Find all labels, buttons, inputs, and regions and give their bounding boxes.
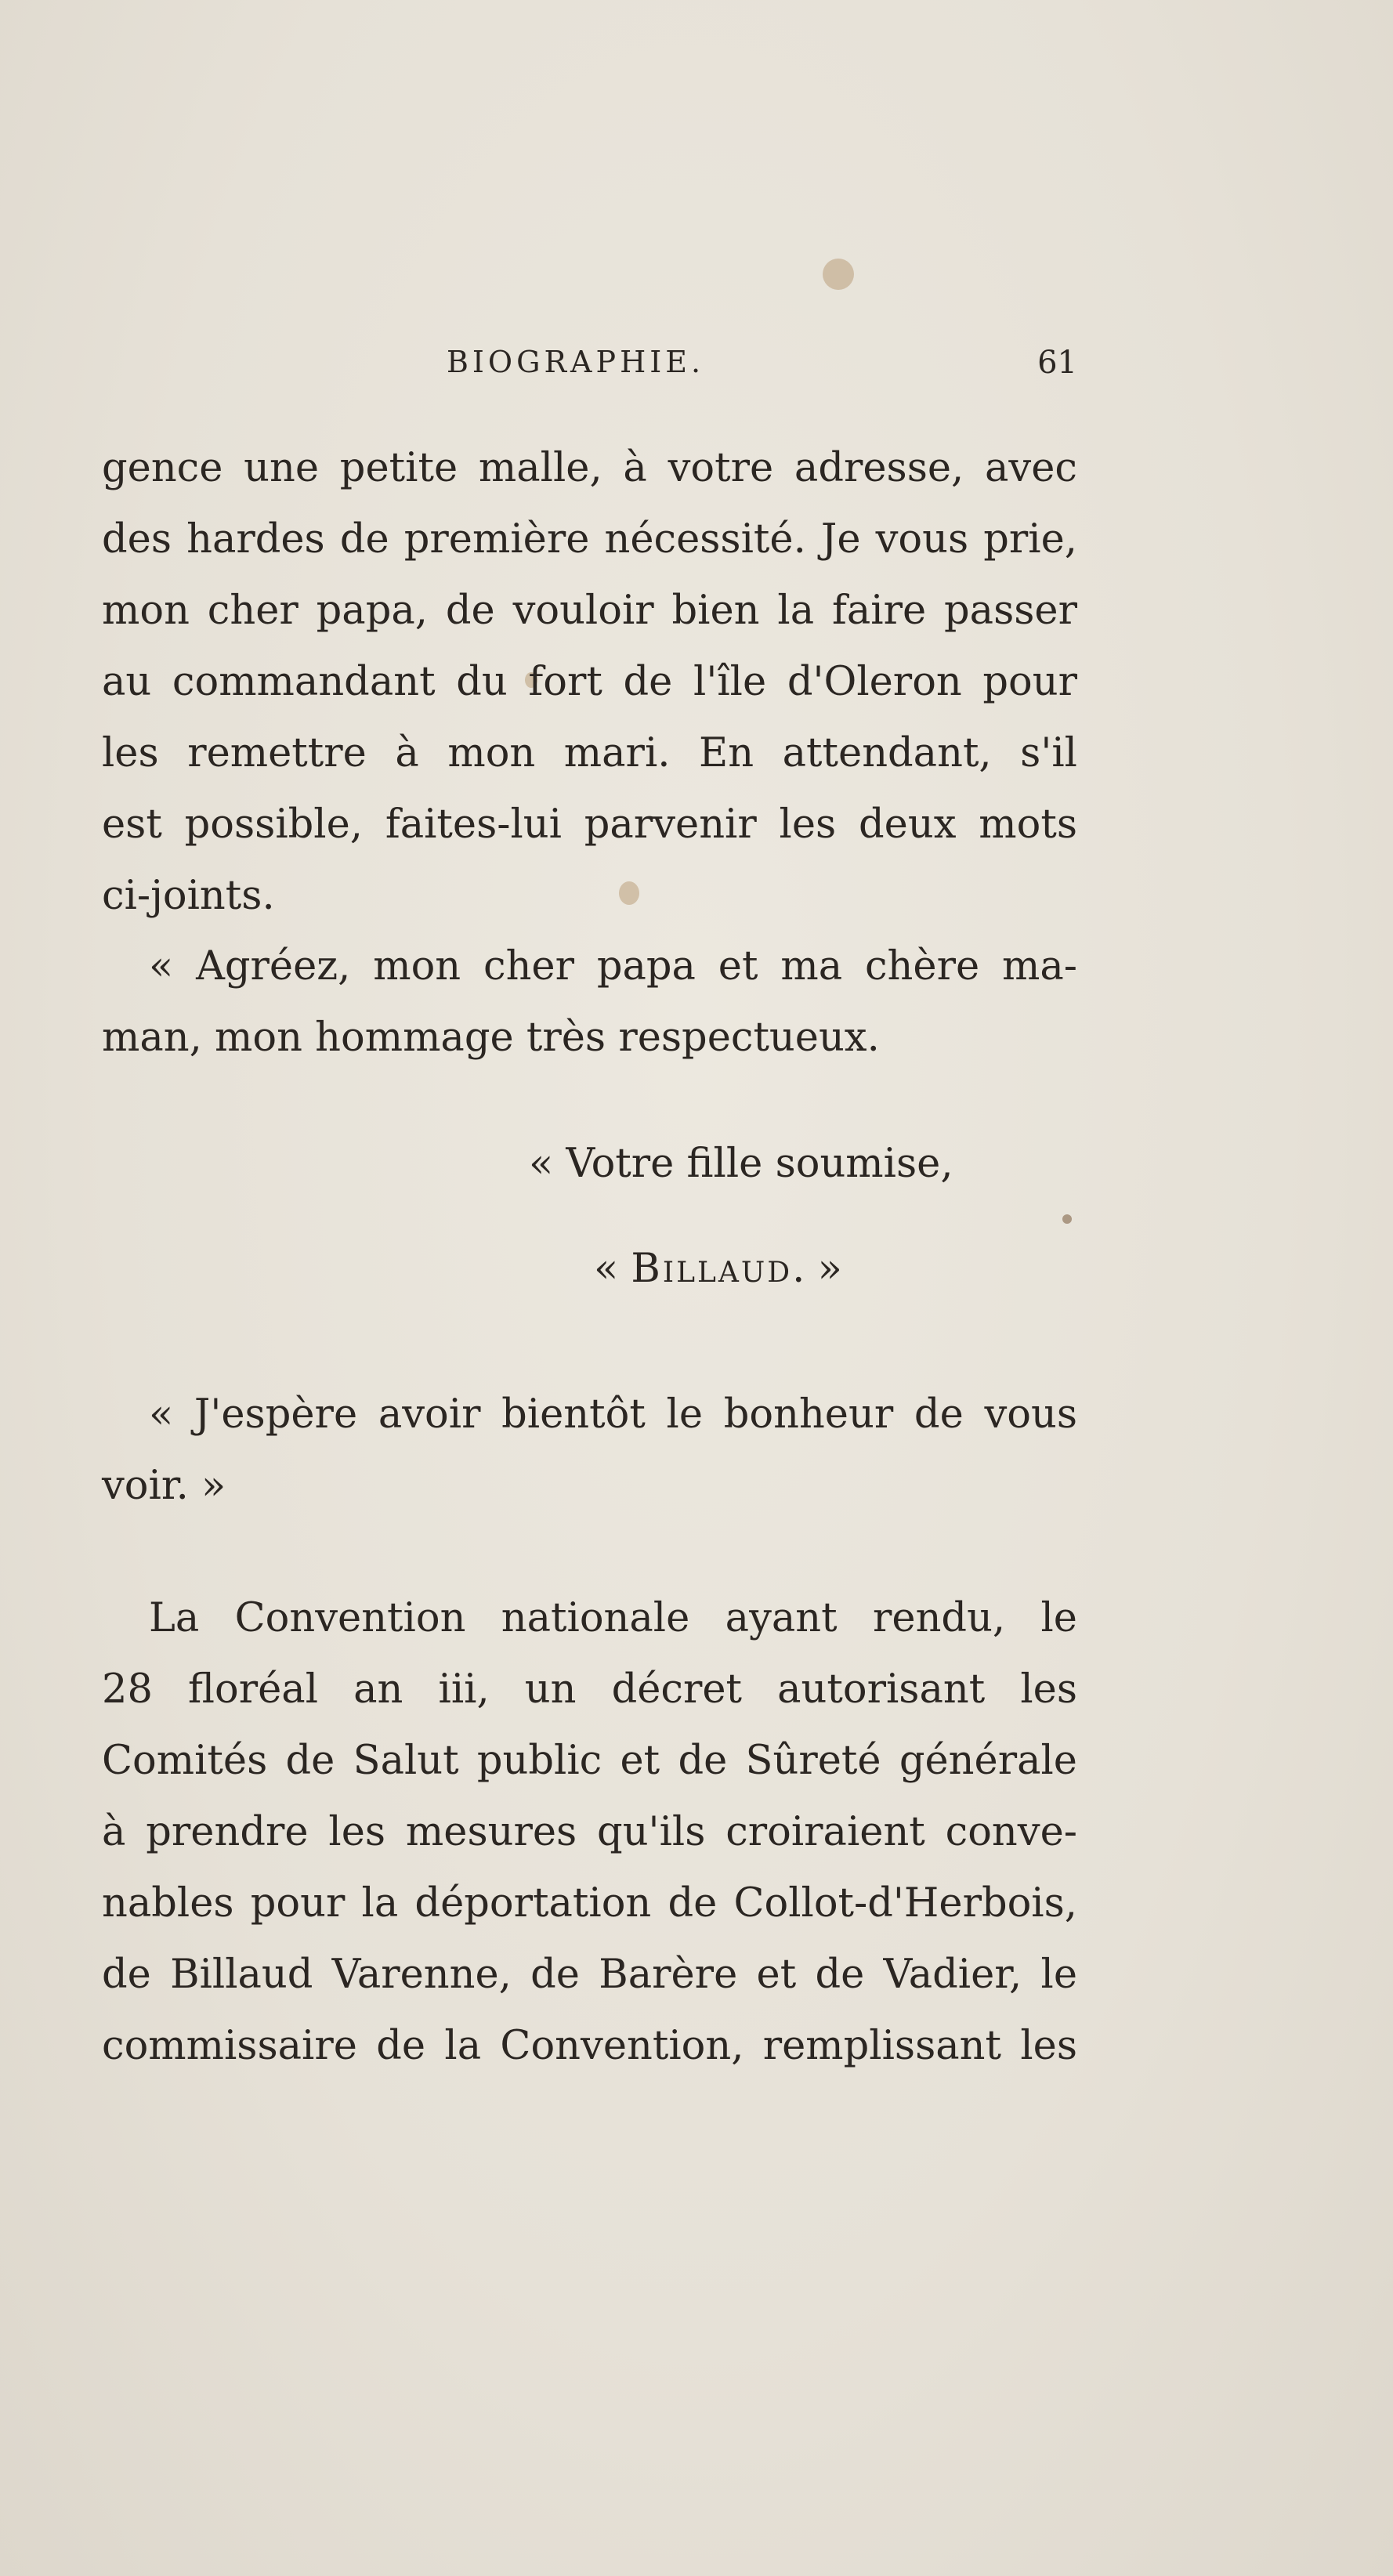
text-line: « J'espère avoir bientôt le bonheur de vous xyxy=(149,1391,1077,1438)
text-line: est possible, faites-lui parvenir les deux mots xyxy=(102,801,1077,848)
text-line: « Votre fille soumise, xyxy=(529,1141,953,1187)
text-line: man, mon hommage très respectueux. xyxy=(102,1015,880,1061)
paragraph-narrative xyxy=(102,1583,1077,2082)
signature-name: Billaud xyxy=(631,1246,793,1292)
signature-close: . » xyxy=(792,1246,842,1292)
text-line: commissaire de la Convention, remplissant les xyxy=(102,2023,1077,2069)
page-header xyxy=(102,345,1077,392)
text-line: mon cher papa, de vouloir bien la faire passer xyxy=(102,588,1077,634)
text-line: gence une petite malle, à votre adresse, avec xyxy=(102,445,1077,491)
text-line: au commandant du fort de l'île d'Oleron pour xyxy=(102,659,1077,705)
paragraph-salutation xyxy=(102,931,1077,1073)
text-line: nables pour la déportation de Collot-d'Herbois, xyxy=(102,1880,1077,1927)
text-line: voir. » xyxy=(102,1463,226,1509)
text-line: « Agréez, mon cher papa et ma chère ma- xyxy=(149,943,1077,990)
paragraph-letter-body xyxy=(102,432,1077,932)
foxing-stain xyxy=(1062,1214,1072,1224)
text-line: de Billaud Varenne, de Barère et de Vadier, le xyxy=(102,1952,1077,1998)
paragraph-postscript xyxy=(102,1379,1077,1521)
text-line: des hardes de première nécessité. Je vous prie, xyxy=(102,516,1077,563)
text-line: Comités de Salut public et de Sûreté générale xyxy=(102,1738,1077,1784)
text-line: 28 floréal an iii, un décret autorisant les xyxy=(102,1666,1077,1713)
signature xyxy=(102,1233,1077,1304)
text-line: à prendre les mesures qu'ils croiraient conve- xyxy=(102,1809,1077,1855)
text-line: les remettre à mon mari. En attendant, s'il xyxy=(102,730,1077,776)
signature-open: « xyxy=(594,1246,631,1292)
closing-line xyxy=(102,1128,1077,1199)
running-head: BIOGRAPHIE. xyxy=(447,345,705,379)
text-line: ci-joints. xyxy=(102,873,275,919)
foxing-stain xyxy=(823,259,854,290)
signature-line xyxy=(102,1233,1077,1304)
text-line: La Convention nationale ayant rendu, le xyxy=(149,1595,1077,1641)
page-number: 61 xyxy=(1037,345,1077,381)
